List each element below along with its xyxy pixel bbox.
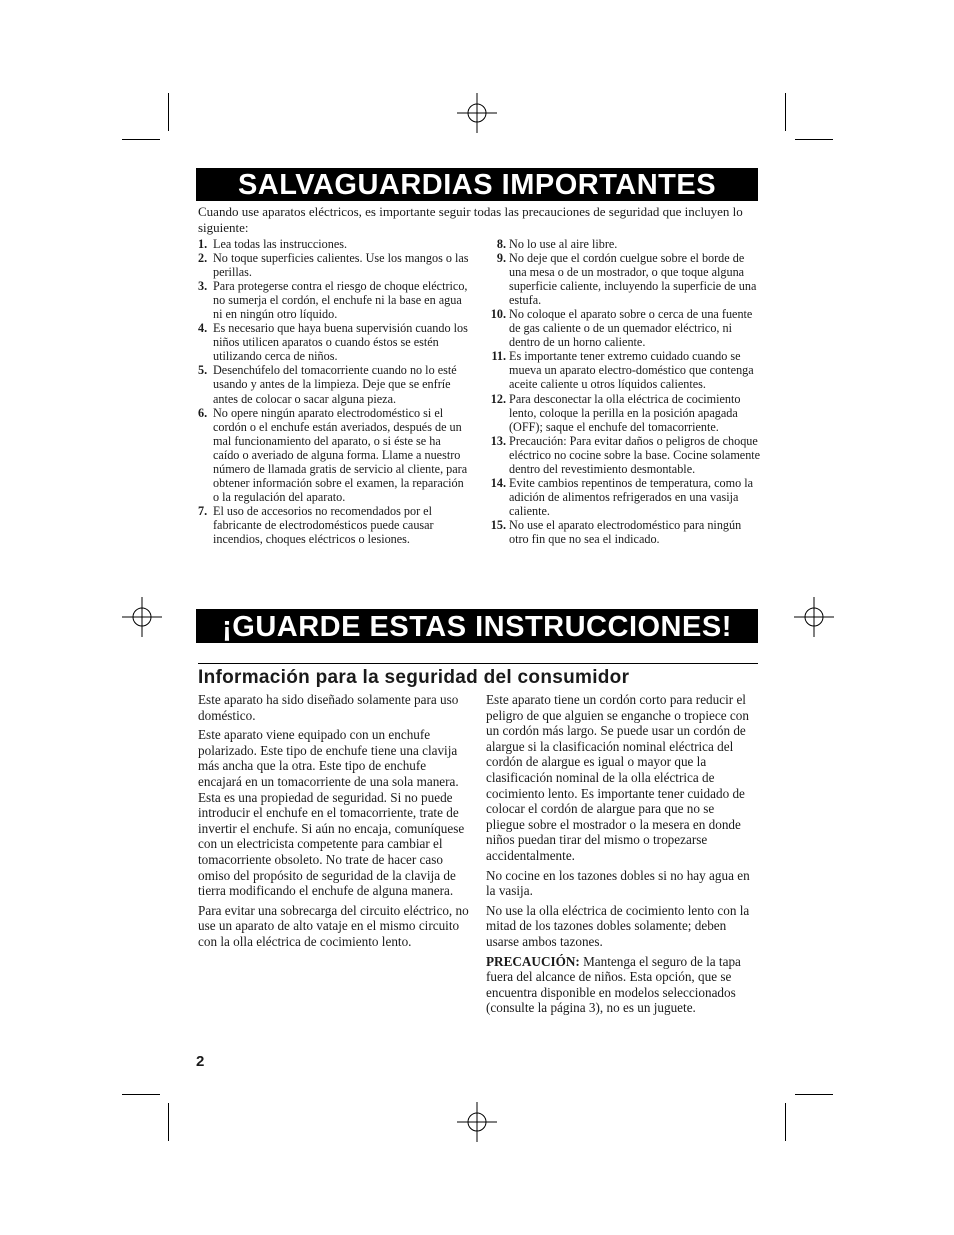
item-number: 3.	[198, 279, 208, 294]
registration-mark-icon	[122, 597, 162, 637]
crop-mark	[785, 1103, 786, 1141]
item-text: Lea todas las instrucciones.	[213, 237, 348, 251]
registration-mark-icon	[457, 93, 497, 133]
list-item	[486, 434, 762, 476]
crop-mark	[168, 1103, 169, 1141]
item-number: 1.	[198, 237, 208, 251]
item-text: Para protegerse contra el riesgo de choque eléctrico, no sumerja el cordón, el enchufe ni la base en agua ni en ningún otro líquido.	[213, 279, 468, 322]
item-text: Desenchúfelo del tomacorriente cuando no lo esté usando y antes de la limpieza. Deje que se enfríe antes de colocar o sacar alguna pieza.	[213, 363, 457, 406]
item-number: 13.	[490, 433, 506, 448]
list-item	[486, 307, 762, 349]
list-item	[198, 363, 470, 405]
info-paragraph: Este aparato ha sido diseñado solamente para uso doméstico.	[198, 692, 459, 723]
intro-paragraph: Cuando use aparatos eléctricos, es importante seguir todas las precauciones de seguridad que incluyen lo siguiente:	[198, 204, 743, 235]
item-number: 2.	[198, 251, 208, 266]
info-column-left	[198, 692, 470, 954]
list-item	[198, 504, 470, 546]
item-text: Es importante tener extremo cuidado cuando se mueva un aparato electro-doméstico que contenga aceite caliente u otros líquidos calientes.	[509, 349, 754, 392]
item-text: Precaución: Para evitar daños o peligros de choque eléctrico no cocine sobre la base. Cocine solamente dentro del revestimiento desmontable.	[509, 433, 761, 476]
item-number: 6.	[198, 405, 208, 420]
safeguards-banner: SALVAGUARDIAS IMPORTANTES	[196, 168, 758, 201]
page-number: 2	[196, 1053, 205, 1070]
item-number: 5.	[198, 363, 208, 378]
info-paragraph: Este aparato tiene un cordón corto para reducir el peligro de que alguien se enganche o tropiece con un cordón más largo. Se puede usar un cordón de alargue si la clasificación nominal eléctrica del cordón de alargue es igual o mayor que la clasificación nominal de la olla eléctrica de cocimiento lento. Es importante tener cuidado de colocar el cordón de alargue para que no se pliegue sobre el mostrador o la mesera en donde niños puedan tirar del mismo o tropezarse accidentalmente.	[486, 692, 749, 863]
item-number: 4.	[198, 321, 208, 336]
section-title: Información para la seguridad del consumidor	[198, 663, 758, 690]
item-text: No toque superficies calientes. Use los mangos o las perillas.	[213, 251, 469, 280]
info-paragraph: Para evitar una sobrecarga del circuito eléctrico, no use un aparato de alto vataje en el mismo circuito con la olla eléctrica de cocimiento lento.	[198, 902, 469, 949]
item-text: No deje que el cordón cuelgue sobre el borde de una mesa o de un mostrador, o que toque alguna superficie caliente, incluyendo la superficie de una estufa.	[509, 251, 757, 308]
crop-mark	[795, 1094, 833, 1095]
safeguards-list-right	[486, 237, 762, 546]
list-item	[486, 349, 762, 391]
crop-mark	[795, 139, 833, 140]
registration-mark-icon	[457, 1102, 497, 1142]
item-text: No lo use al aire libre.	[509, 237, 618, 251]
item-number: 10.	[490, 307, 506, 322]
item-number: 8.	[496, 237, 506, 251]
item-text: No use el aparato electrodoméstico para ningún otro fin que no sea el indicado.	[509, 517, 742, 546]
list-item	[486, 251, 762, 307]
item-number: 11.	[491, 349, 506, 364]
info-paragraph: No use la olla eléctrica de cocimiento lento con la mitad de los tazones dobles solamente; deben usarse ambos tazones.	[486, 902, 750, 949]
list-item	[486, 476, 762, 518]
item-number: 12.	[490, 391, 506, 406]
caution-label: PRECAUCIÓN:	[486, 953, 580, 969]
item-text: Es necesario que haya buena supervisión cuando los niños utilicen aparatos o cuando éstos se estén utilizando cerca de niños.	[213, 321, 468, 364]
item-text: El uso de accesorios no recomendados por el fabricante de electrodomésticos puede causar incendios, choques eléctricos o lesiones.	[213, 503, 434, 546]
caution-paragraph	[486, 954, 756, 1016]
list-item	[198, 279, 470, 321]
item-text: No coloque el aparato sobre o cerca de una fuente de gas caliente o de un quemador eléctrico, ni dentro de un horno caliente.	[509, 307, 753, 350]
list-item	[486, 518, 762, 546]
crop-mark	[122, 1094, 160, 1095]
safeguards-list-left	[198, 237, 470, 546]
list-item	[486, 237, 762, 251]
caution-text: Mantenga el seguro de la tapa fuera del alcance de niños. Esta opción, que se encuentra disponible en modelos seleccionados (consulte la página 3), no es un juguete.	[486, 953, 741, 1016]
info-paragraph: Este aparato viene equipado con un enchufe polarizado. Este tipo de enchufe tiene una clavija más ancha que la otra. Este tipo de enchufe encajará en un tomacorriente de una sola manera. Esta es una propiedad de seguridad. Si no puede introducir el enchufe en el tomacorriente, trate de invertir el enchufe. Si aún no encaja, comuníquese con un electricista competente para cambiar el tomacorriente obsoleto. No trate de hacer caso omiso del propósito de seguridad de la clavija de tierra modificando el enchufe de alguna manera.	[198, 727, 465, 899]
item-number: 15.	[490, 517, 506, 532]
save-instructions-banner: ¡GUARDE ESTAS INSTRUCCIONES!	[196, 609, 758, 643]
crop-mark	[785, 93, 786, 131]
list-item	[198, 251, 470, 279]
crop-mark	[168, 93, 169, 131]
list-item	[198, 237, 470, 251]
item-text: No opere ningún aparato electrodoméstico si el cordón o el enchufe están averiados, después de un mal funcionamiento del aparato, o si éste se ha caído o averiado de alguna forma. Llame a nuestro número de llamada gratis de servicio al cliente, para obtener información sobre el examen, la reparación o la regulación del aparato.	[213, 405, 468, 504]
list-item	[198, 406, 470, 504]
item-number: 7.	[198, 503, 208, 518]
info-paragraph: No cocine en los tazones dobles si no hay agua en la vasija.	[486, 867, 750, 899]
item-number: 9.	[496, 251, 506, 266]
list-item	[198, 321, 470, 363]
info-column-right	[486, 692, 756, 1020]
crop-mark	[122, 139, 160, 140]
item-text: Evite cambios repentinos de temperatura, como la adición de alimentos refrigerados en una vasija caliente.	[509, 475, 754, 518]
list-item	[486, 392, 762, 434]
item-number: 14.	[490, 475, 506, 490]
item-text: Para desconectar la olla eléctrica de cocimiento lento, coloque la perilla en la posición apagada (OFF); saque el enchufe del tomacorriente.	[509, 391, 741, 434]
registration-mark-icon	[794, 597, 834, 637]
